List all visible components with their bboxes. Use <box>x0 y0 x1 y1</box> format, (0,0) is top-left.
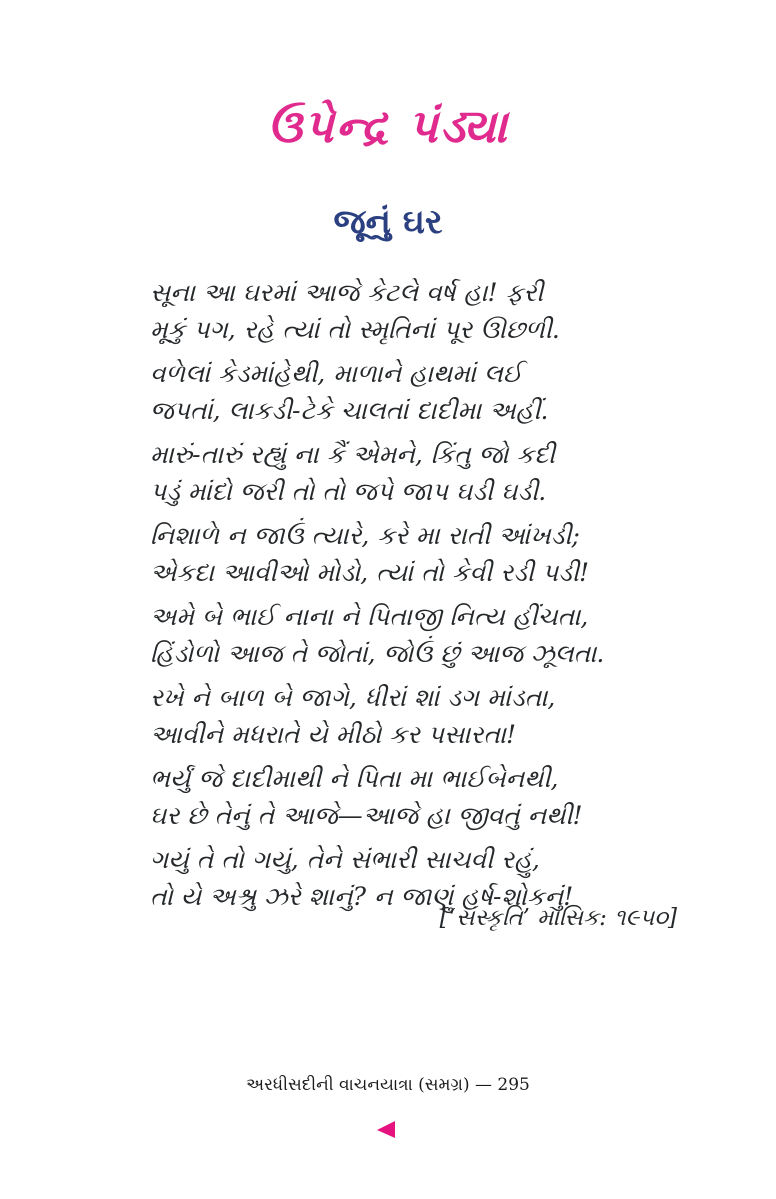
poem-line: જપતાં, લાકડી-ટેકે ચાલતાં દાદીમા અહીં. <box>150 396 549 425</box>
poem-title: જૂનું ઘર <box>333 202 443 242</box>
stanza <box>150 679 706 753</box>
prev-page-triangle-icon[interactable] <box>377 1121 395 1138</box>
poem-line: એકદા આવીઓ મોડો, ત્યાં તો કેવી રડી પડી! <box>150 558 590 587</box>
stanza <box>150 517 706 591</box>
poem-body <box>150 274 706 922</box>
poem-line: નિશાળે ન જાઉં ત્યારે, કરે મા રાતી આંખડી; <box>150 521 580 550</box>
poem-line: ઘર છે તેનું તે આજે—આજે હા જીવતું નથી! <box>150 801 583 830</box>
poem-line: ભર્યું જે દાદીમાથી ને પિતા મા ભાઈબેનથી, <box>150 764 559 793</box>
page-footer: અરધીસદીની વાચનયાત્રા (સમગ્ર) — 295 <box>246 1075 530 1095</box>
poem-line: ગયું તે તો ગયું, તેને સંભારી સાચવી રહું, <box>150 845 540 874</box>
poem-line: અમે બે ભાઈ નાના ને પિતાજી નિત્ય હીંચતા, <box>150 602 589 631</box>
stanza <box>150 598 706 672</box>
poem-line: પડું માંદો જરી તો તો જપે જાપ ઘડી ઘડી. <box>150 477 547 506</box>
poem-line: મારું-તારું રહ્યું ના કૈં એમને, કિંતુ જો કદી <box>150 440 556 469</box>
poem-line: આવીને મધરાતે યે મીઠો કર પસારતા! <box>150 720 517 749</box>
poem-line: હિંડોળો આજ તે જોતાં, જોઉં છું આજ ઝૂલતા. <box>150 639 605 668</box>
stanza <box>150 760 706 834</box>
poem-line: મૂકું પગ, રહે ત્યાં તો સ્મૃતિનાં પૂર ઊછળી. <box>150 315 560 344</box>
stanza <box>150 436 706 510</box>
author-name-heading: ઉપેન્દ્ર પંડ્યા <box>266 99 510 153</box>
poem-line: સૂના આ ઘરમાં આજે કેટલે વર્ષ હા! ફરી <box>150 278 544 307</box>
stanza <box>150 355 706 429</box>
source-attribution: [‘સંસ્કૃતિ’ માસિક: ૧૯૫૦] <box>439 905 677 931</box>
stanza <box>150 274 706 348</box>
poem-line: રખે ને બાળ બે જાગે, ધીરાં શાં ડગ માંડતા, <box>150 683 556 712</box>
poem-line: વળેલાં કેડમાંહેથી, માળાને હાથમાં લઈ <box>150 359 523 388</box>
poem-line: તો યે અશ્રુ ઝરે શાનું? ન જાણું હર્ષ-શોકનું! <box>150 882 574 911</box>
